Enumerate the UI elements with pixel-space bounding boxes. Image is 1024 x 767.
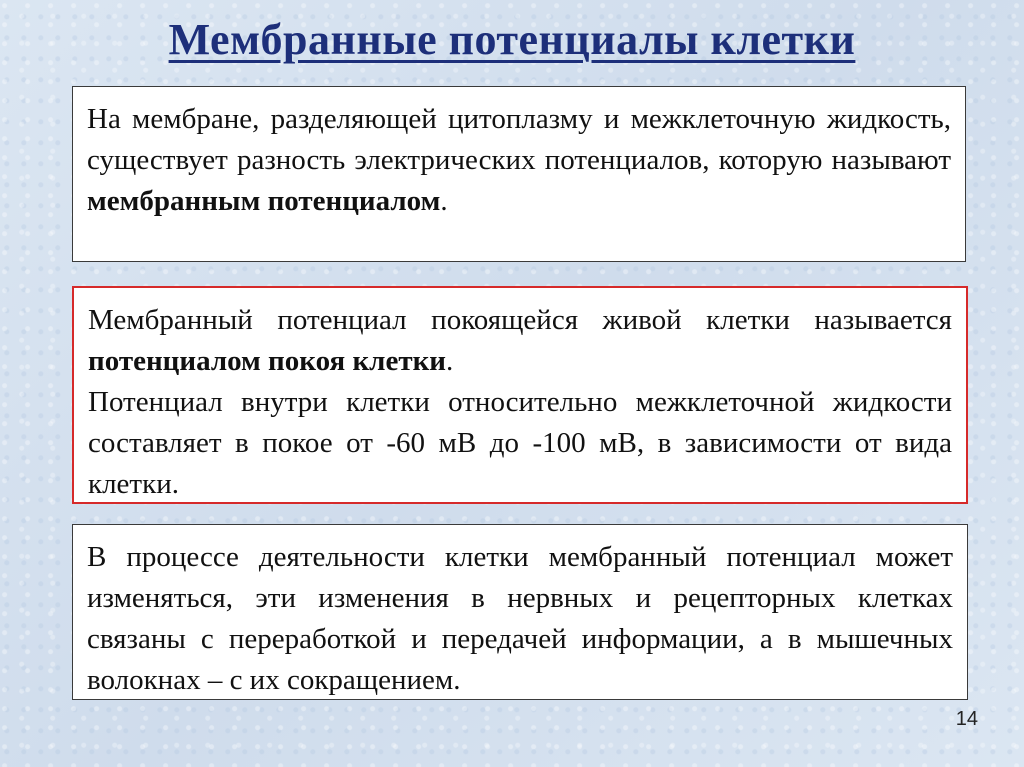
page-number: 14	[955, 708, 978, 730]
slide-title: Мембранные потенциалы клетки	[168, 15, 856, 64]
activity-box	[72, 524, 968, 700]
activity-paragraph: В процессе деятельности клетки мембранный потенциал может изменяться, эти изменения в нервных и рецепторных клетках связаны с переработкой и передачей информации, а в мышечных волокнах – с их сокращением.	[87, 541, 953, 696]
definition-bold-term: мембранным потенциалом	[87, 185, 441, 217]
definition-text: На мембране, разделяющей цитоплазму и межклеточную жидкость, существует разность электрических потенциалов, которую называют	[87, 103, 951, 176]
definition-period: .	[440, 185, 448, 217]
definition-paragraph	[87, 99, 951, 222]
resting-potential-period: .	[445, 345, 454, 377]
resting-potential-box	[72, 286, 968, 504]
resting-potential-bold-term: потенциалом покоя клетки	[88, 345, 446, 377]
resting-potential-paragraph-2: Потенциал внутри клетки относительно межклеточной жидкости составляет в покое от -60 мВ до -100 мВ, в зависимости от вида клетки.	[88, 386, 952, 500]
definition-box	[72, 86, 966, 262]
resting-potential-text: Мембранный потенциал покоящейся живой клетки называется	[88, 304, 952, 336]
resting-potential-paragraph-1	[88, 300, 952, 382]
